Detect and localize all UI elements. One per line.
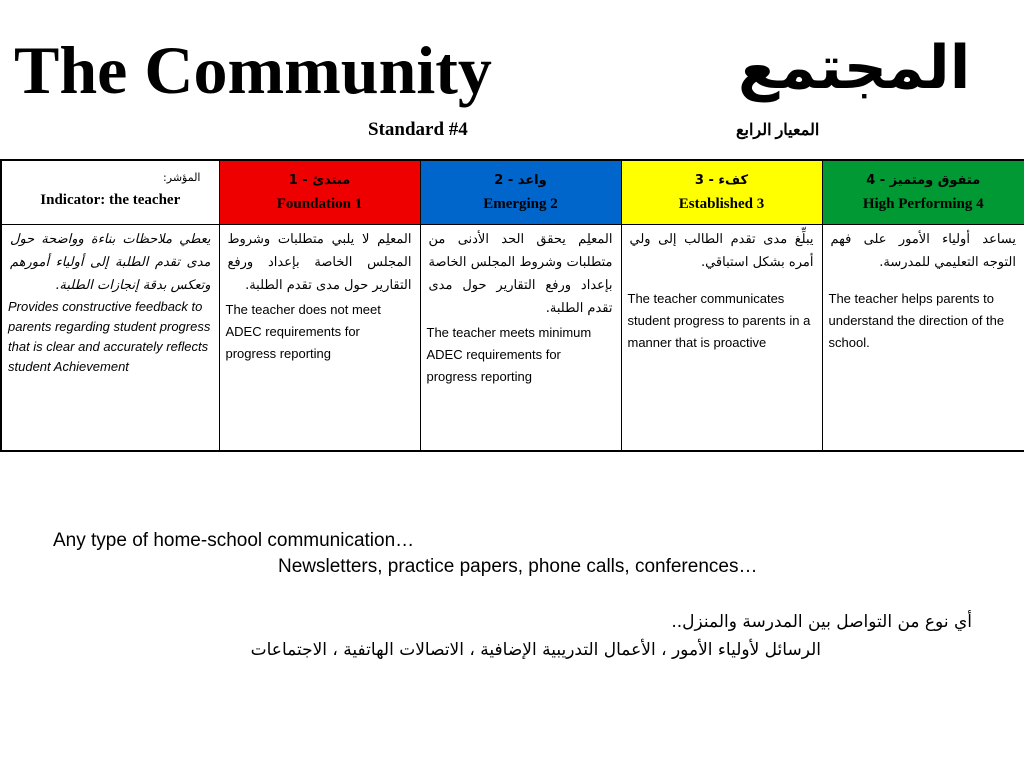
level-description: The teacher helps parents to understand the direction of the school. bbox=[828, 291, 1005, 350]
page-title: The Community bbox=[14, 32, 492, 108]
foundation-description-cell bbox=[219, 225, 420, 452]
note-arabic-line-2: الرسائل لأولياء الأمور ، الأعمال التدريبية الإضافية ، الاتصالات الهاتفية ، الاجتماعات bbox=[250, 640, 821, 660]
high-performing-description-cell bbox=[822, 225, 1024, 452]
standard-label: Standard #4 bbox=[368, 119, 468, 140]
level-description-arabic: المعلِم لا يلبي متطلبات وشروط المجلس الخاصة بإعداد ورفع التقارير حول مدى تقدم الطلبة. bbox=[227, 232, 412, 293]
level-label: High Performing 4 bbox=[862, 196, 984, 212]
level-label-arabic: مبتدئ - 1 bbox=[288, 173, 351, 188]
level-header-foundation bbox=[219, 160, 420, 225]
level-header-emerging bbox=[420, 160, 621, 225]
indicator-description-arabic: يعطي ملاحظات بناءة وواضحة حول مدى تقدم الطلبة إلى أولياء أمورهم وتعكس بدقة إنجازات الطلبة. bbox=[10, 232, 211, 293]
level-header-high-performing bbox=[822, 160, 1024, 225]
level-label-arabic: واعد - 2 bbox=[494, 173, 547, 188]
level-description-arabic: يساعد أولياء الأمور على فهم التوجه التعليمي للمدرسة. bbox=[830, 232, 1016, 270]
note-arabic-line-1: أي نوع من التواصل بين المدرسة والمنزل.. bbox=[671, 612, 972, 632]
level-label: Established 3 bbox=[678, 196, 765, 212]
note-english-line-2: Newsletters, practice papers, phone calls, conferences… bbox=[278, 556, 758, 577]
indicator-header-cell bbox=[1, 160, 219, 225]
level-label-arabic: كفء - 3 bbox=[694, 173, 749, 188]
level-description-arabic: المعلِم يحقق الحد الأدنى من متطلبات وشروط المجلس الخاصة بإعداد ورفع التقارير حول مدى تقدم الطلبة. bbox=[428, 232, 613, 316]
level-label: Emerging 2 bbox=[483, 196, 558, 212]
indicator-description-cell bbox=[1, 225, 219, 452]
level-description-arabic: يبلِّغ مدى تقدم الطالب إلى ولي أمره بشكل استباقي. bbox=[629, 232, 814, 270]
page-title-arabic: المجتمع bbox=[738, 33, 971, 103]
level-label-arabic: متفوق ومتميز - 4 bbox=[866, 173, 981, 188]
emerging-description-cell bbox=[420, 225, 621, 452]
established-description-cell bbox=[621, 225, 822, 452]
standard-label-arabic: المعيار الرابع bbox=[736, 122, 820, 139]
indicator-description: Provides constructive feedback to parents regarding student progress that is clear and accurately reflects student Achievement bbox=[8, 299, 211, 374]
level-description: The teacher does not meet ADEC requirements for progress reporting bbox=[225, 302, 381, 361]
rubric-header-row bbox=[1, 160, 1024, 225]
rubric-table bbox=[0, 159, 1024, 452]
level-header-established bbox=[621, 160, 822, 225]
rubric-body-row bbox=[1, 225, 1024, 452]
level-label: Foundation 1 bbox=[276, 196, 363, 212]
level-description: The teacher meets minimum ADEC requirements for progress reporting bbox=[426, 325, 592, 384]
indicator-label: Indicator: the teacher bbox=[40, 192, 181, 208]
indicator-label-arabic: المؤشر: bbox=[163, 171, 201, 184]
level-description: The teacher communicates student progress to parents in a manner that is proactive bbox=[627, 291, 811, 350]
note-english-line-1: Any type of home-school communication… bbox=[53, 530, 415, 551]
